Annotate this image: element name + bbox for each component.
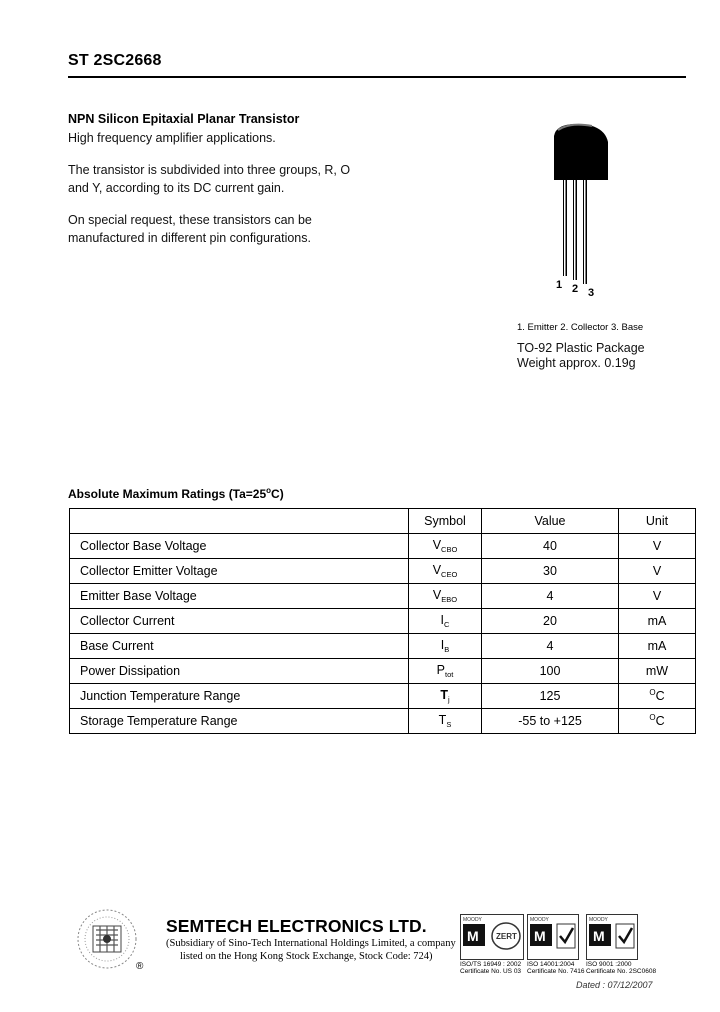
row-parameter: Emitter Base Voltage [70, 584, 409, 609]
row-unit: mA [619, 634, 696, 659]
row-unit: mA [619, 609, 696, 634]
header-parameter [70, 509, 409, 534]
row-value: 4 [482, 634, 619, 659]
row-symbol: $V_{CEO}$ [409, 559, 482, 584]
ratings-title: Absolute Maximum Ratings $(Ta=25^oC)$ [68, 486, 284, 501]
to92-package-drawing [540, 120, 620, 305]
special-line-2: manufactured in different pin configurations. [68, 231, 311, 245]
row-unit: V [619, 559, 696, 584]
dated-label: Dated : 07/12/2007 [576, 980, 653, 990]
svg-text:MOODY: MOODY [589, 917, 608, 923]
table-row [70, 634, 696, 659]
subsidiary-line-2: listed on the Hong Kong Stock Exchange, Stock Code: 724) [180, 951, 433, 962]
cert-badge-iso-9001: MOODY M ISO 9001 :2000 Certificate No. 2SC0608 [586, 914, 638, 965]
table-row [70, 534, 696, 559]
groups-line-2: and Y, according to its DC current gain. [68, 181, 285, 195]
row-value: 20 [482, 609, 619, 634]
pin-3-label: 3 [588, 287, 595, 299]
package-name: TO-92 Plastic Package [517, 341, 645, 355]
svg-text:MOODY: MOODY [463, 917, 482, 923]
row-symbol: $T_S$ [409, 709, 482, 734]
row-symbol: $T_j$ [409, 684, 482, 709]
row-parameter: Power Dissipation [70, 659, 409, 684]
iso-9001-badge-icon [586, 914, 638, 960]
row-symbol: $V_{EBO}$ [409, 584, 482, 609]
company-name: SEMTECH ELECTRONICS LTD. [166, 916, 427, 936]
pin-1-label: 1 [556, 279, 563, 291]
ratings-table [69, 508, 696, 734]
row-symbol: $V_{CBO}$ [409, 534, 482, 559]
svg-text:M: M [593, 928, 605, 944]
row-value: 100 [482, 659, 619, 684]
row-unit: V [619, 584, 696, 609]
special-line-1: On special request, these transistors can be [68, 213, 312, 227]
row-unit: V [619, 534, 696, 559]
semtech-logo [76, 908, 138, 970]
row-value: -55 to +125 [482, 709, 619, 734]
row-unit: mW [619, 659, 696, 684]
row-symbol: $I_B$ [409, 634, 482, 659]
table-header-row [70, 509, 696, 534]
description-heading: NPN Silicon Epitaxial Planar Transistor [68, 112, 300, 126]
row-value: 4 [482, 584, 619, 609]
row-parameter: Collector Emitter Voltage [70, 559, 409, 584]
header-unit: Unit [619, 509, 696, 534]
row-symbol: $P_{tot}$ [409, 659, 482, 684]
row-parameter: Storage Temperature Range [70, 709, 409, 734]
row-unit: $^O$C [619, 684, 696, 709]
row-parameter: Collector Current [70, 609, 409, 634]
application-text: High frequency amplifier applications. [68, 131, 276, 145]
row-parameter: Collector Base Voltage [70, 534, 409, 559]
pinout-legend: 1. Emitter 2. Collector 3. Base [517, 322, 644, 333]
header-symbol: Symbol [409, 509, 482, 534]
header-value: Value [482, 509, 619, 534]
svg-text:ZERT: ZERT [496, 932, 517, 941]
svg-text:M: M [467, 928, 479, 944]
iso-ts-badge-icon [460, 914, 524, 960]
groups-line-1: The transistor is subdivided into three groups, R, O [68, 163, 351, 177]
registered-mark: ® [136, 961, 144, 972]
table-row [70, 584, 696, 609]
row-value: 125 [482, 684, 619, 709]
row-symbol: $I_C$ [409, 609, 482, 634]
table-row [70, 684, 696, 709]
table-row [70, 709, 696, 734]
table-row [70, 559, 696, 584]
page-title: ST 2SC2668 [68, 52, 162, 69]
iso-14001-badge-icon [527, 914, 579, 960]
row-unit: $^O$C [619, 709, 696, 734]
title-rule [68, 76, 686, 78]
svg-text:MOODY: MOODY [530, 917, 549, 923]
subsidiary-line-1: (Subsidiary of Sino-Tech International Holdings Limited, a company [166, 938, 456, 949]
table-row [70, 659, 696, 684]
cert-badge-iso-14001: MOODY M ISO 14001:2004 Certificate No. 7416 [527, 914, 579, 965]
cert-badge-iso-ts: MOODY M ZERT ISO/TS 16949 : 2002 Certificate No. US 03 [460, 914, 524, 965]
table-row [70, 609, 696, 634]
pin-2-label: 2 [572, 283, 579, 295]
row-parameter: Base Current [70, 634, 409, 659]
package-body [554, 124, 608, 180]
svg-text:M: M [534, 928, 546, 944]
row-value: 30 [482, 559, 619, 584]
row-value: 40 [482, 534, 619, 559]
row-parameter: Junction Temperature Range [70, 684, 409, 709]
package-weight: Weight approx. 0.19g [517, 356, 636, 370]
